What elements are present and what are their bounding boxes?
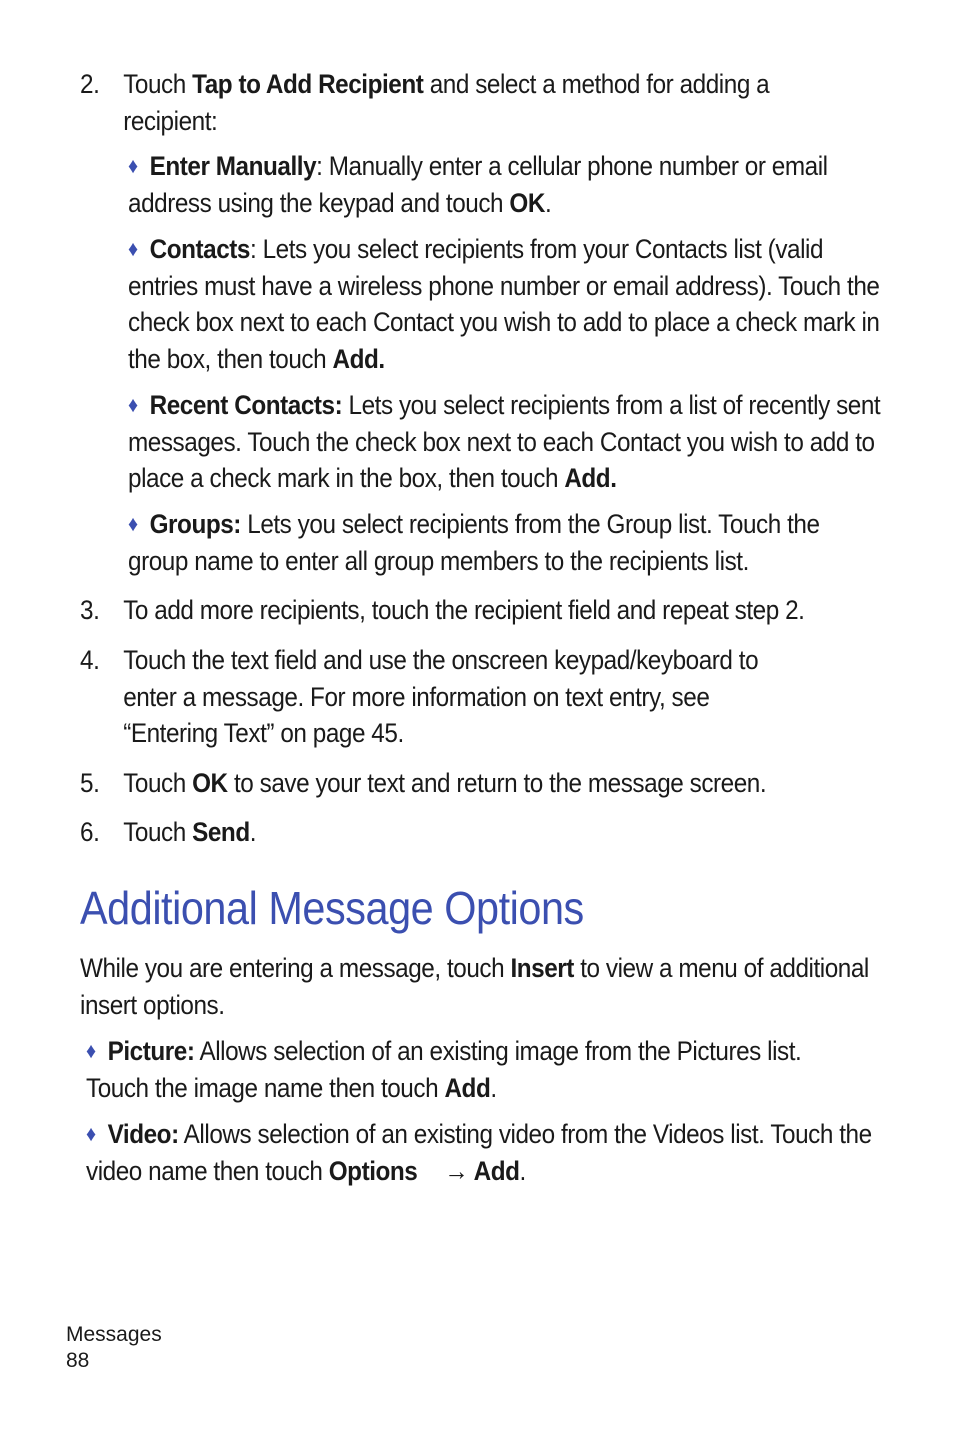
step-6: 6. Touch Send.: [80, 814, 809, 851]
diamond-icon: ♦: [86, 1121, 96, 1146]
right-arrow-icon: →: [444, 1155, 469, 1186]
footer-section-name: Messages: [66, 1323, 162, 1346]
section-intro: While you are entering a message, touch Insert to view a menu of additional insert options.: [80, 953, 869, 1020]
diamond-icon: ♦: [128, 511, 138, 536]
diamond-icon: ♦: [128, 392, 138, 417]
option-video: ♦ Video: Allows selection of an existing video from the Videos list. Touch the video name then touch Options → Add.: [86, 1116, 883, 1189]
step-number: 2.: [80, 69, 100, 99]
diamond-icon: ♦: [128, 153, 138, 178]
section-heading: Additional Message Options: [80, 882, 584, 934]
step-2: 2. Touch Tap to Add Recipient and select a method for adding a recipient:: [80, 66, 809, 139]
page-footer: [66, 1322, 162, 1374]
method-recent-contacts: ♦ Recent Contacts: Lets you select recipients from a list of recently sent messages. Touch the check box next to each Contact you wish to add to place a check mark in the box, then touch Add.: [128, 387, 889, 497]
step-number: 4.: [80, 645, 100, 675]
page-number: 88: [66, 1349, 90, 1372]
diamond-icon: ♦: [128, 236, 138, 261]
step-4: 4. Touch the text field and use the onscreen keypad/keyboard to enter a message. For more information on text entry, see “Entering Text” on page 45.: [80, 642, 809, 752]
step-3: 3. To add more recipients, touch the recipient field and repeat step 2.: [80, 592, 809, 629]
method-groups: ♦ Groups: Lets you select recipients from the Group list. Touch the group name to enter all group members to the recipients list.: [128, 506, 866, 579]
step-number: 5.: [80, 768, 100, 798]
step-5: 5. Touch OK to save your text and return to the message screen.: [80, 765, 809, 802]
method-contacts: ♦ Contacts: Lets you select recipients from your Contacts list (valid entries must have a wireless phone number or email address). Touch the check box next to each Contact you wish to add to place a check mark in the box, then touch Add.: [128, 231, 889, 377]
option-picture: ♦ Picture: Allows selection of an existing image from the Pictures list. Touch the image name then touch Add.: [86, 1033, 869, 1106]
diamond-icon: ♦: [86, 1038, 96, 1063]
method-enter-manually: ♦ Enter Manually: Manually enter a cellular phone number or email address using the keypad and touch OK.: [128, 148, 866, 221]
step-number: 6.: [80, 817, 100, 847]
step-number: 3.: [80, 595, 100, 625]
